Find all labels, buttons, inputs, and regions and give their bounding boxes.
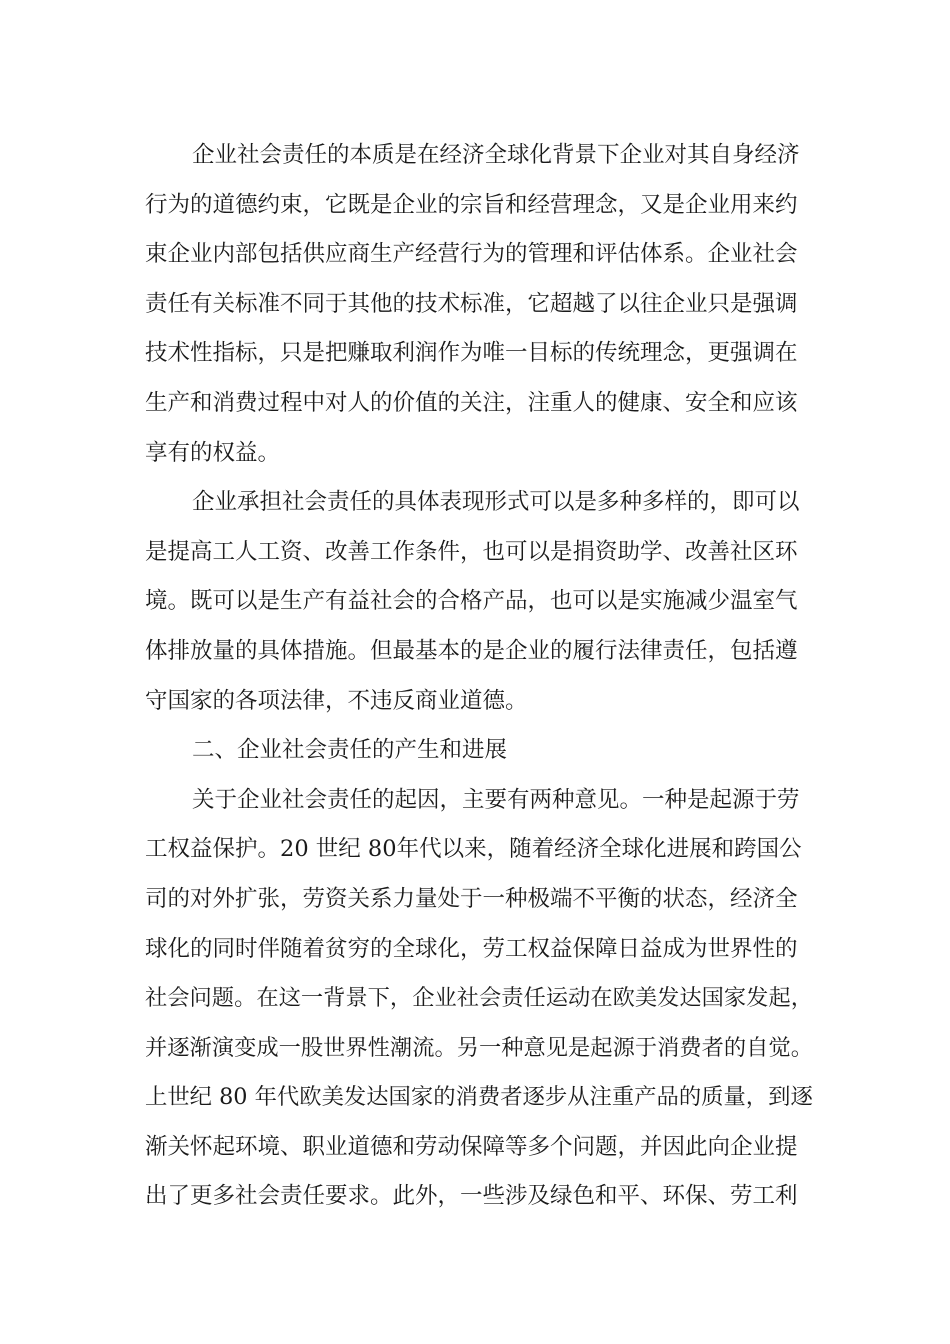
text-line: 社会问题。在这一背景下，企业社会责任运动在欧美发达国家发起， [145, 985, 813, 1012]
text-line: 守国家的各项法律，不违反商业道德。 [145, 687, 528, 714]
text-line: 渐关怀起环境、职业道德和劳动保障等多个问题，并因此向企业提 [145, 1133, 798, 1160]
text-line: 司的对外扩张，劳资关系力量处于一种极端不平衡的状态，经济全 [145, 885, 798, 912]
paragraph-first-line: 二、企业社会责任的产生和进展 [192, 737, 508, 764]
text-line: 束企业内部包括供应商生产经营行为的管理和评估体系。企业社会 [145, 241, 798, 268]
document-body [145, 131, 813, 1222]
text-line: 体排放量的具体措施。但最基本的是企业的履行法律责任，包括遵 [145, 637, 798, 664]
text-line: 生产和消费过程中对人的价值的关注，注重人的健康、安全和应该 [145, 389, 798, 416]
text-line: 工权益保护。20 世纪 80年代以来，随着经济全球化进展和跨国公 [145, 836, 802, 863]
text-line: 责任有关标准不同于其他的技术标准，它超越了以往企业只是强调 [145, 290, 798, 317]
text-line: 行为的道德约束，它既是企业的宗旨和经营理念，又是企业用来约 [145, 191, 798, 218]
paragraph-first-line: 企业社会责任的本质是在经济全球化背景下企业对其自身经济 [192, 142, 800, 168]
text-line: 上世纪 80 年代欧美发达国家的消费者逐步从注重产品的质量，到逐 [145, 1084, 813, 1111]
text-line: 享有的权益。 [145, 439, 281, 466]
text-line: 境。既可以是生产有益社会的合格产品，也可以是实施减少温室气 [145, 588, 798, 615]
text-line: 出了更多社会责任要求。此外，一些涉及绿色和平、环保、劳工利 [145, 1183, 798, 1210]
paragraph-first-line: 关于企业社会责任的起因，主要有两种意见。一种是起源于劳 [192, 786, 800, 813]
paragraph-first-line: 企业承担社会责任的具体表现形式可以是多种多样的，即可以 [192, 489, 800, 516]
text-line: 球化的同时伴随着贫穷的全球化，劳工权益保障日益成为世界性的 [145, 935, 798, 962]
text-line: 并逐渐演变成一股世界性潮流。另一种意见是起源于消费者的自觉。 [145, 1034, 813, 1061]
text-line: 是提高工人工资、改善工作条件，也可以是捐资助学、改善社区环 [145, 538, 798, 565]
text-line: 技术性指标，只是把赚取利润作为唯一目标的传统理念，更强调在 [145, 340, 798, 367]
